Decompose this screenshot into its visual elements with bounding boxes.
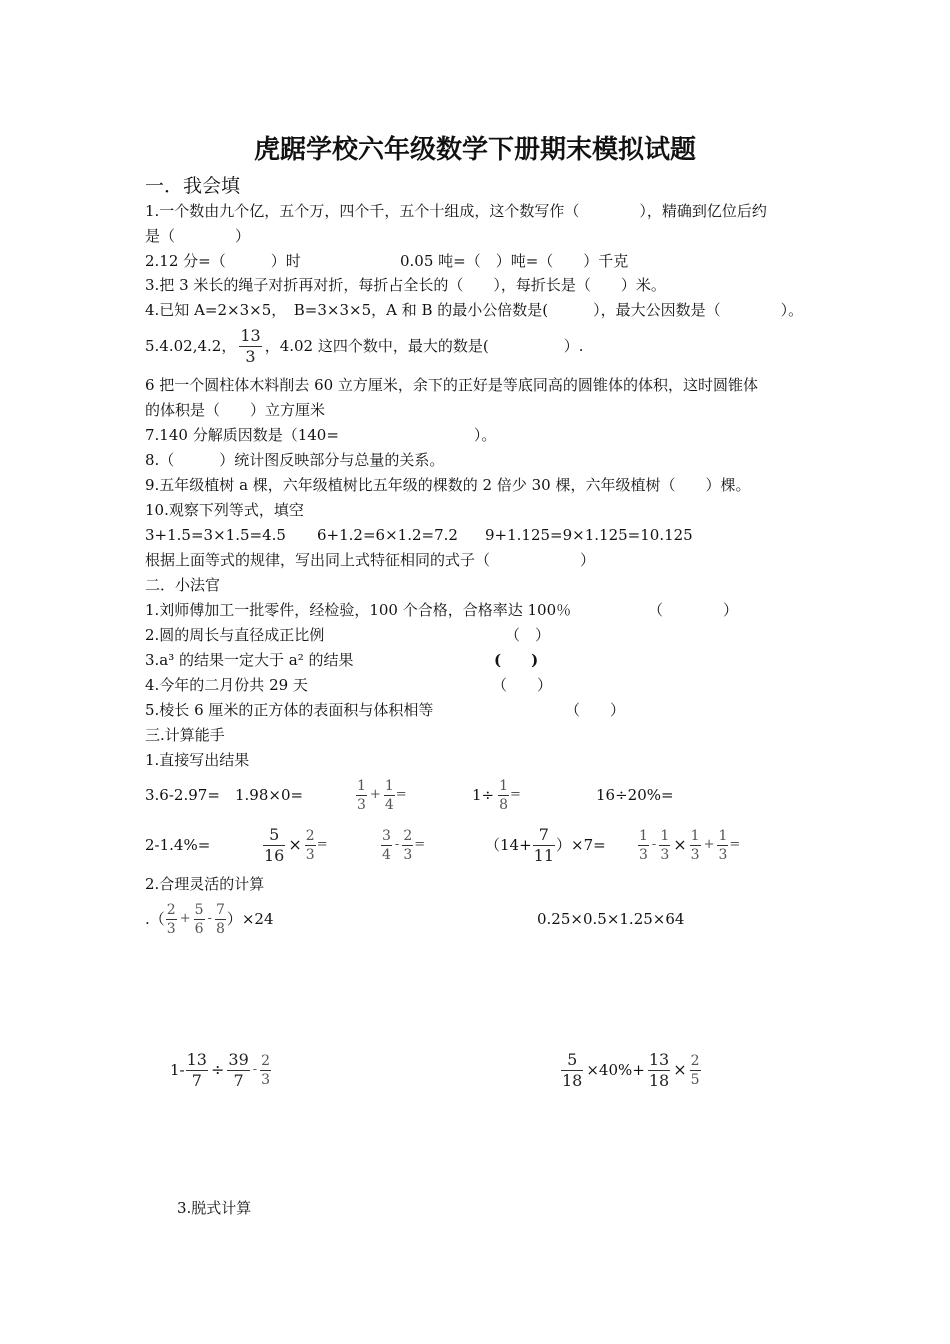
calc-item-fraction-sum [355, 775, 407, 815]
question-2-part-a: 2.12 分=（ ）时 [145, 252, 301, 270]
question-1-line-1: 1.一个数由九个亿，五个万，四个千，五个十组成，这个数写作（ ），精确到亿位后约 [145, 202, 767, 220]
plus-sign: + [369, 787, 381, 802]
question-10-rule: 根据上面等式的规律，写出同上式特征相同的式子（ ） [145, 551, 596, 569]
fraction [260, 1054, 271, 1087]
judge-item-4-mark: （ ） [492, 676, 553, 694]
times-sign: × [673, 835, 687, 854]
calc-suffix: ）×7= [556, 836, 606, 854]
equals-sign: = [316, 837, 328, 852]
section-heading-judge: 二．小法官 [145, 576, 221, 594]
numerator: 1 [384, 777, 394, 794]
minus-sign: - [394, 837, 400, 852]
fraction [384, 779, 395, 812]
denominator: 5 [690, 1071, 700, 1088]
calc-item-mixed-fraction-expression [637, 825, 740, 865]
calc-item-one-minus-quotient [170, 1048, 272, 1092]
fraction [356, 779, 367, 812]
fraction [561, 1049, 583, 1090]
denominator: 4 [382, 846, 391, 863]
numerator: 7 [215, 901, 225, 918]
denominator: 11 [533, 845, 555, 865]
question-2-part-b: 0.05 吨=（ ）吨=（ ）千克 [400, 252, 629, 270]
numerator: 5 [194, 901, 204, 918]
denominator: 4 [384, 796, 394, 813]
fraction [498, 779, 509, 812]
calc-subheading-direct: 1.直接写出结果 [145, 751, 250, 769]
calc-item-fraction-product [262, 825, 328, 865]
fraction-13-3 [239, 325, 261, 366]
minus-sign: - [651, 837, 657, 852]
judge-item-5-mark: （ ） [565, 701, 626, 719]
question-10-equation-1: 3+1.5=3×1.5=4.5 [145, 526, 286, 544]
denominator: 3 [305, 846, 315, 863]
calc-middle: ×40%+ [586, 1061, 645, 1079]
numerator: 3 [382, 827, 391, 844]
fraction [638, 829, 649, 862]
fraction [263, 824, 285, 865]
section-heading-calc: 三.计算能手 [145, 726, 225, 744]
question-6-line-1: 6 把一个圆柱体木料削去 60 立方厘米，余下的正好是等底同高的圆锥体的体积，这时圆锥体 [145, 376, 758, 394]
equals-sign: = [395, 787, 407, 802]
fraction [381, 829, 392, 862]
denominator: 3 [403, 846, 413, 863]
fraction-numerator: 13 [240, 325, 261, 345]
numerator: 13 [648, 1049, 670, 1069]
fraction [402, 829, 413, 862]
denominator: 7 [233, 1070, 244, 1090]
question-9: 9.五年级植树 a 棵，六年级植树比五年级的棵数的 2 倍少 30 棵，六年级植树（ ）棵。 [145, 476, 751, 494]
fraction [717, 829, 728, 862]
judge-item-2: 2.圆的周长与直径成正比例 [145, 626, 325, 644]
numerator: 1 [660, 827, 670, 844]
plus-sign: + [179, 911, 191, 926]
numerator: 5 [561, 1052, 583, 1071]
numerator: 2 [403, 827, 413, 844]
times-sign: × [288, 835, 302, 854]
numerator: 1 [499, 777, 509, 794]
plus-sign: + [703, 837, 715, 852]
fraction [690, 1054, 701, 1087]
calc-item-percent-expression [560, 1048, 702, 1092]
fraction [305, 829, 316, 862]
calc-item-16-divided-by-20-percent: 16÷20%= [596, 786, 674, 804]
calc-prefix: 1÷ [472, 786, 495, 804]
judge-item-3: 3.a³ 的结果一定大于 a² 的结果 [145, 651, 354, 669]
numerator: 1 [718, 827, 728, 844]
fraction [533, 824, 555, 865]
question-4: 4.已知 A=2×3×5， B=3×3×5，A 和 B 的最小公倍数是( ），最大公因数是（ ）。 [145, 301, 804, 319]
denominator: 3 [166, 920, 176, 937]
numerator: 2 [261, 1052, 271, 1069]
calc-item-bracket-times-7 [485, 825, 606, 865]
calc-item-1.98-times-0: 1.98×0= [235, 786, 304, 804]
judge-item-1: 1.刘师傅加工一批零件，经检验，100 个合格，合格率达 100％ [145, 601, 572, 619]
fraction-denominator: 3 [245, 346, 256, 366]
question-5-suffix: ，4.02 这四个数中，最大的数是( ）. [264, 337, 584, 355]
calc-prefix: .（ [145, 910, 165, 928]
equals-sign: = [414, 837, 426, 852]
times-sign: × [673, 1060, 687, 1079]
calc-suffix: ）×24 [226, 910, 274, 928]
question-5-prefix: 5.4.02,4.2， [145, 337, 237, 355]
calc-item-one-divided-by-fraction [472, 775, 521, 815]
judge-item-2-mark: （ ） [505, 626, 551, 644]
question-7: 7.140 分解质因数是（140= ）。 [145, 426, 497, 444]
denominator: 8 [215, 920, 225, 937]
question-5 [145, 326, 584, 366]
minus-sign: - [252, 1062, 258, 1077]
denominator: 3 [718, 846, 728, 863]
numerator: 2 [305, 827, 315, 844]
question-10-equation-2: 6+1.2=6×1.2=7.2 [317, 526, 458, 544]
question-3: 3.把 3 米长的绳子对折再对折，每折占全长的（ ），每折长是（ ）米。 [145, 276, 666, 294]
calc-subheading-step-by-step: 3.脱式计算 [177, 1199, 252, 1217]
page-title: 虎踞学校六年级数学下册期末模拟试题 [253, 135, 696, 165]
calc-item-bracket-times-24 [145, 898, 274, 940]
denominator: 3 [261, 1071, 271, 1088]
judge-item-5: 5.棱长 6 厘米的正方体的表面积与体积相等 [145, 701, 434, 719]
numerator: 13 [186, 1049, 207, 1069]
denominator: 3 [690, 846, 700, 863]
fraction [215, 903, 226, 936]
numerator: 1 [639, 827, 648, 844]
numerator: 2 [690, 1052, 700, 1069]
section-heading-fill: 一．我会填 [145, 175, 241, 197]
denominator: 3 [357, 796, 366, 813]
judge-item-4: 4.今年的二月份共 29 天 [145, 676, 308, 694]
numerator: 1 [690, 827, 700, 844]
fraction [659, 829, 670, 862]
numerator: 1 [357, 777, 366, 794]
calc-item-fraction-difference [380, 825, 425, 865]
denominator: 3 [639, 846, 648, 863]
denominator: 3 [660, 846, 670, 863]
question-1-line-2: 是（ ） [145, 227, 251, 245]
fraction [194, 903, 205, 936]
fraction [166, 903, 177, 936]
denominator: 8 [499, 796, 509, 813]
divide-sign: ÷ [210, 1060, 225, 1079]
calc-item-3.6-minus-2.97: 3.6-2.97= [145, 786, 220, 804]
numerator: 7 [533, 827, 555, 846]
equals-sign: = [510, 787, 521, 802]
numerator: 39 [228, 1049, 249, 1069]
numerator: 2 [166, 901, 176, 918]
minus-sign: - [207, 911, 212, 926]
denominator: 7 [191, 1070, 202, 1090]
denominator: 16 [264, 845, 285, 865]
calc-item-decimal-product: 0.25×0.5×1.25×64 [537, 910, 685, 928]
denominator: 18 [562, 1070, 583, 1090]
fraction [186, 1049, 208, 1090]
fraction [690, 829, 701, 862]
calc-prefix: 1- [170, 1061, 185, 1079]
question-8: 8.（ ）统计图反映部分与总量的关系。 [145, 451, 445, 469]
question-10-equation-3: 9+1.125=9×1.125=10.125 [485, 526, 693, 544]
denominator: 6 [194, 920, 204, 937]
question-6-line-2: 的体积是（ ）立方厘米 [145, 401, 326, 419]
judge-item-1-mark: （ ） [648, 601, 739, 619]
calc-prefix: （14+ [485, 836, 532, 854]
denominator: 18 [648, 1070, 670, 1090]
fraction [227, 1049, 249, 1090]
judge-item-3-mark: ( ) [494, 651, 539, 669]
calc-subheading-flexible: 2.合理灵活的计算 [145, 875, 265, 893]
equals-sign: = [729, 837, 741, 852]
numerator: 5 [263, 827, 285, 846]
fraction [648, 1049, 670, 1090]
question-10: 10.观察下列等式，填空 [145, 501, 304, 519]
calc-item-2-minus-1.4-percent: 2-1.4%= [145, 836, 211, 854]
